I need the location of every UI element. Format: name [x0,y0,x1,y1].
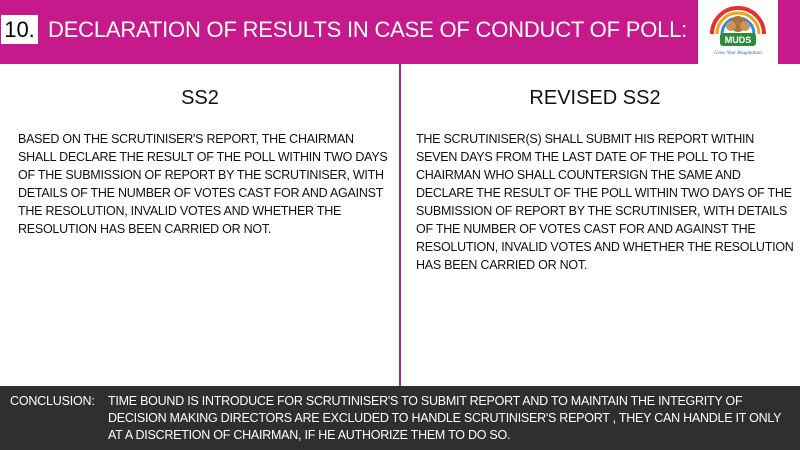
revised-ss2-text: THE SCRUTINISER(S) SHALL SUBMIT HIS REPORT WITHIN SEVEN DAYS FROM THE LAST DATE OF THE POLL TO THE CHAIRMAN WHO SHALL COUNTERSIGN THE SAME AND DECLARE THE RESULT OF THE POLL WITHIN TWO DAYS OF THE SUBMISSION OF REPORT BY THE SCRUTINISER, WITH DETAILS OF THE NUMBER OF VOTES CAST FOR AND AGAINST THE RESOLUTION, INVALID VOTES AND WHETHER THE RESOLUTION HAS BEEN CARRIED OR NOT. [416,132,794,272]
column-divider [399,64,401,386]
ss2-text: BASED ON THE SCRUTINISER'S REPORT, THE CHAIRMAN SHALL DECLARE THE RESULT OF THE POLL WITHIN TWO DAYS OF THE SUBMISSION OF REPORT BY THE SCRUTINISER, WITH DETAILS OF THE NUMBER OF VOTES CAST FOR AND AGAINST THE RESOLUTION, INVALID VOTES AND WHETHER THE RESOLUTION HAS BEEN CARRIED OR NOT. [18,132,388,236]
slide-title: DECLARATION OF RESULTS IN CASE OF CONDUCT OF POLL: [48,17,688,42]
conclusion-text: TIME BOUND IS INTRODUCE FOR SCRUTINISER'S TO SUBMIT REPORT AND TO MAINTAIN THE INTEGRITY OF DECISION MAKING DIRECTORS ARE EXCLUDED TO HANDLE SCRUTINISER'S REPORT , THEY CAN HANDLE IT ONLY AT A DISCRETION OF CHAIRMAN, IF HE AUTHORIZE THEM TO DO SO. [108,394,782,442]
logo-graphic [698,0,778,64]
slide-number: 10. [1,15,38,44]
ss2-heading: SS2 [181,87,219,109]
revised-ss2-heading: REVISED SS2 [529,87,661,109]
logo-tagline: Grow Your Imagination [714,51,762,56]
conclusion-bar [0,386,800,450]
logo-name: MUDS [724,35,752,45]
title-bar [0,0,800,64]
muds-logo [698,0,778,64]
conclusion-label: CONCLUSION: [10,394,95,408]
